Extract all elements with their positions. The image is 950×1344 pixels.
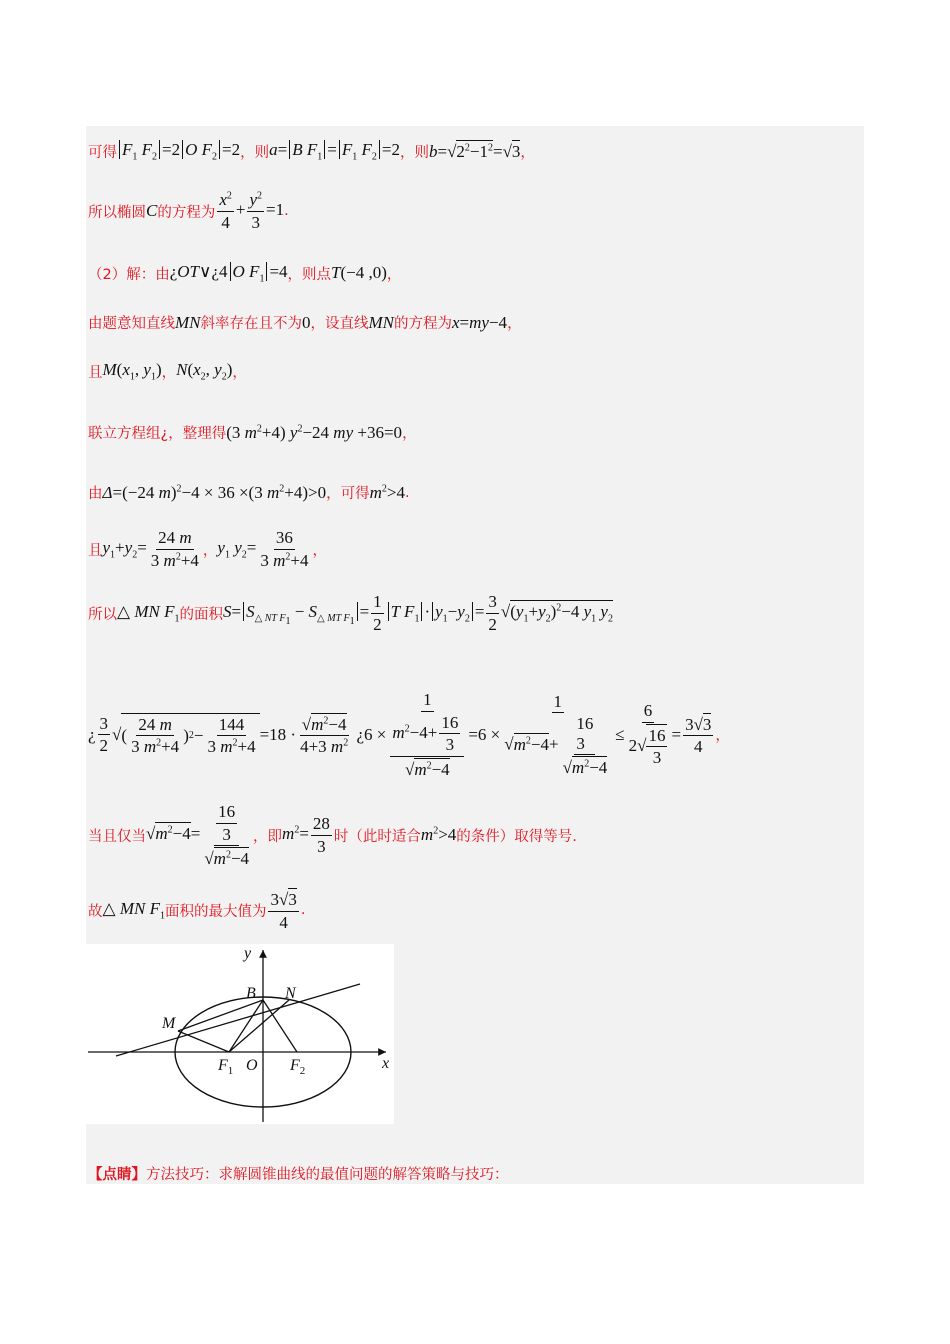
line-3: （2）解：由 ¿OT∨¿4 O $F_1 =4$ ，则点 T(−4 ,0) ， <box>88 262 402 285</box>
triangle-name: △ MN $F_1$ <box>117 601 180 625</box>
line-4: 由题意知直线 MN 斜率存在且不为 0 ，设直线 MN 的方程为 x=my−4 ， <box>88 312 522 332</box>
label-f1: $F_1$ <box>218 1057 234 1077</box>
label-b: B <box>246 985 256 1002</box>
segment-mb <box>178 1000 263 1031</box>
triangle-name-2: △ MN $F_1$ <box>102 898 165 922</box>
line-10: ¿ $\frac{3}{2}$ √ ( $\frac{24 m}{3 m^2+4}$ ) 2 − $\frac{144}{3 m^2+4}$ =18 · $\frac{√m^2-4}{4+3 m^2}$ ¿6 × 1 $m^2-4+$ $\frac{16}{3}$ $√m^2-4$ =6 × 1 $√m^2-4+$ 16 3 $√m^2-4$ ≤ 6 2√ $\frac{16}{3}$ = $\frac{3√3}{4}$ ， <box>88 690 730 779</box>
label-m: M <box>162 1015 176 1032</box>
formula-a: a= B $F_1 = F_1$ $F_2 =2$ <box>269 140 400 163</box>
dianjing-label: 【点睛】 <box>88 1167 146 1183</box>
point-m: $M(x_1$, $y_1$) <box>102 360 162 383</box>
label-x: x <box>382 1055 390 1072</box>
vieta-sum: $y_1+y_2=$ $\frac{24 m}{3 m^2+4}$ <box>102 528 199 570</box>
label-n: N <box>285 985 296 1002</box>
line-8: 且 $y_1+y_2=$ $\frac{24 m}{3 m^2+4}$ ， $y_1$ $y_2=$ $\frac{36}{3 m^2+4}$ ， <box>88 528 327 570</box>
point-t: T(−4 ,0) <box>331 263 387 283</box>
m-condition-2: $m^2>4$ <box>420 825 457 845</box>
line-12: 故 △ MN $F_1$ 面积的最大值为 $\frac{3√3}{4}$ . <box>88 890 306 932</box>
quadratic: (3 $m^2+4$) $y^2-24$ my +36=0 <box>226 422 403 442</box>
ellipse-figure <box>86 944 394 1124</box>
line-11: 当且仅当 $√m^2-4=$ $\frac{\frac{16}{3}}{√m^2-4}$ ，即 $m^2=$ $\frac{28}{3}$ 时（此时适合 $m^2>4$ 的条件）取得等号. <box>88 802 577 869</box>
label-y: y <box>244 945 252 962</box>
discriminant: Δ=(−24 m)$^2$−4 × 36 ×(3 $m^2+4)>0$ <box>102 482 327 502</box>
line-equation: x=my−4 <box>452 312 508 332</box>
line-mn <box>116 984 360 1056</box>
area-derivation: ¿ $\frac{3}{2}$ √ ( $\frac{24 m}{3 m^2+4}$ ) 2 − $\frac{144}{3 m^2+4}$ =18 · $\frac{√m^2-4}{4+3 m^2}$ ¿6 × 1 $m^2-4+$ $\frac{16}{3}$ $√m^2-4$ =6 × 1 $√m^2-4+$ 16 3 $√m^2-4$ ≤ 6 2√ $\frac{16}{3}$ = $\frac{3√3}{4}$ <box>88 690 712 779</box>
m-condition: $m^2>4$ <box>369 482 405 502</box>
line-6: 联立方程组¿，整理得 (3 $m^2+4$) $y^2-24$ my +36=0 ， <box>88 422 417 442</box>
vieta-product: $y_1$ $y_2=$ $\frac{36}{3 m^2+4}$ <box>217 528 309 570</box>
line-7: 由 Δ=(−24 m)$^2$−4 × 36 ×(3 $m^2+4)>0$ ，可得 $m^2>4$ . <box>88 482 410 502</box>
segment-f1b <box>229 1000 263 1052</box>
m-squared-value: $m^2=$ $\frac{28}{3}$ <box>282 814 330 856</box>
max-area: $\frac{3√3}{4}$ <box>270 890 297 932</box>
label-f2: $F_2$ <box>290 1057 306 1077</box>
ellipse-diagram <box>86 944 394 1124</box>
line-5: 且 $M(x_1$, $y_1$) ， $N(x_2$, $y_2$) ， <box>88 360 247 383</box>
line-13: 【点睛】 方法技巧：求解圆锥曲线的最值问题的解答策略与技巧： <box>88 1163 509 1184</box>
formula-f1f2: $F_1$ $F_2 =2$ O $F_2 =2$ <box>117 140 240 162</box>
equality-condition: $√m^2-4=$ $\frac{\frac{16}{3}}{√m^2-4}$ <box>146 802 250 869</box>
formula-b: $b=√2^2-1^2=√3$ <box>428 142 521 162</box>
line-2: 所以椭圆 C 的方程为 $\frac{x^2}{4}$ + $\frac{y^2}{3}$ =1 . <box>88 190 289 232</box>
ellipse-equation: $\frac{x^2}{4}$ + $\frac{y^2}{3}$ =1 <box>219 190 285 232</box>
area-formula: $S= S_{\triangle NT F_1} - S_{\triangle MT F_1}=$ $\frac{1}{2}$ T $F_1 \cdot y_1-y_2$ = $\frac{3}{2}$ $√(y_1+y_2)^2-4$ $y_1$ $y_2$ <box>222 592 613 634</box>
line-1: 可得 $F_1$ $F_2 =2$ O $F_2 =2$ ，则 a= B $F_1 = F_1$ $F_2 =2$ ，则 $b=√2^2-1^2=√3$ ， <box>88 140 535 163</box>
segment-mf1 <box>178 1031 229 1052</box>
line-9: 所以 △ MN $F_1$ 的面积 $S= S_{\triangle NT F_1} - S_{\triangle MT F_1}=$ $\frac{1}{2}$ T $F_1 \cdot y_1-y_2$ = $\frac{3}{2}$ $√(y_1+y_2)^2-4$ $y_1$ $y_2$ <box>88 592 613 634</box>
label-o: O <box>246 1057 258 1074</box>
point-n: $N(x_2$, $y_2$) <box>176 360 233 383</box>
formula-ot: ¿OT∨¿4 O $F_1 =4$ <box>169 262 288 285</box>
